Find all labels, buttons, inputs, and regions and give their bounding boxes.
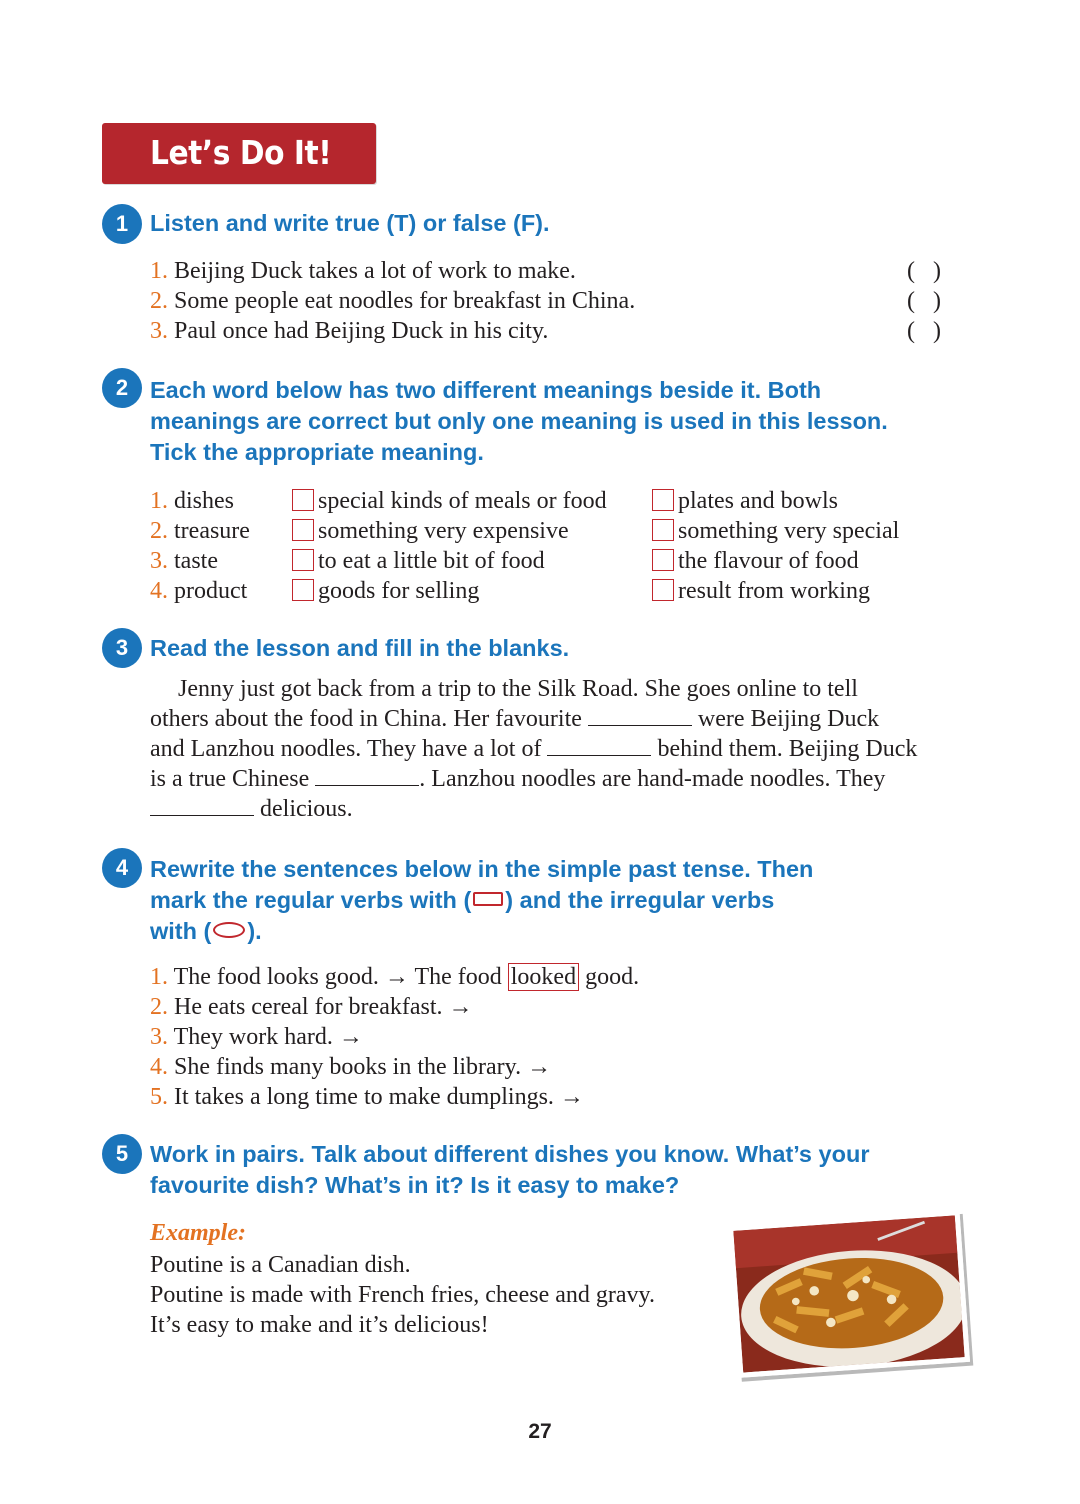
fill-blank[interactable]: [588, 704, 692, 726]
meaning-option[interactable]: result from working: [652, 576, 870, 606]
checkbox[interactable]: [292, 549, 314, 571]
rewrite-item: 5. It takes a long time to make dumplings. →: [150, 1084, 584, 1110]
section-number-3: 3: [102, 628, 142, 668]
fill-in-paragraph: Jenny just got back from a trip to the Silk Road. She goes online to tell others about the food in China. Her favourite were Beijing Duck and Lanzhou noodles. They have a lot of behind them. Beijing Duck is a true Chinese . Lanzhou noodles are hand-made noodles. They delicious.: [150, 676, 918, 822]
example-line: Poutine is a Canadian dish.: [150, 1252, 411, 1278]
checkbox[interactable]: [652, 489, 674, 511]
poutine-photo: [728, 1210, 970, 1378]
page-number: 27: [528, 1420, 552, 1443]
meaning-option[interactable]: plates and bowls: [652, 486, 838, 516]
tf-item: 3. Paul once had Beijing Duck in his city.: [150, 318, 549, 344]
section-1-heading: Listen and write true (T) or false (F).: [150, 210, 550, 236]
tf-answer-blank[interactable]: ( ): [907, 258, 941, 284]
rectangle-mark-icon: [473, 892, 503, 906]
fill-blank[interactable]: [315, 764, 419, 786]
checkbox[interactable]: [292, 579, 314, 601]
word-item: 4. product: [150, 578, 248, 604]
section-number-2: 2: [102, 368, 142, 408]
fill-blank[interactable]: [547, 734, 651, 756]
word-item: 2. treasure: [150, 518, 250, 544]
section-number-1: 1: [102, 204, 142, 244]
meaning-option[interactable]: special kinds of meals or food: [292, 486, 607, 516]
example-line: Poutine is made with French fries, cheese and gravy.: [150, 1282, 655, 1308]
meaning-option[interactable]: goods for selling: [292, 576, 479, 606]
checkbox[interactable]: [652, 519, 674, 541]
tf-item: 1. Beijing Duck takes a lot of work to make.: [150, 258, 576, 284]
rewrite-item: 3. They work hard. →: [150, 1024, 363, 1050]
tf-answer-blank[interactable]: ( ): [907, 288, 941, 314]
section-2-heading: Each word below has two different meanings beside it. Both meanings are correct but only one meaning is used in this lesson. Tick the appropriate meaning.: [150, 377, 888, 465]
tf-item: 2. Some people eat noodles for breakfast in China.: [150, 288, 636, 314]
example-line: It’s easy to make and it’s delicious!: [150, 1312, 489, 1338]
meaning-option[interactable]: to eat a little bit of food: [292, 546, 545, 576]
word-item: 1. dishes: [150, 488, 234, 514]
banner-title: Let’s Do It!: [150, 133, 332, 172]
word-item: 3. taste: [150, 548, 218, 574]
checkbox[interactable]: [292, 489, 314, 511]
section-number-5: 5: [102, 1134, 142, 1174]
fill-blank[interactable]: [150, 794, 254, 816]
section-3-heading: Read the lesson and fill in the blanks.: [150, 635, 570, 661]
section-5-heading: Work in pairs. Talk about different dishes you know. What’s your favourite dish? What’s in it? Is it easy to make?: [150, 1141, 870, 1198]
section-number-4: 4: [102, 848, 142, 888]
section-4-heading: Rewrite the sentences below in the simple past tense. Then mark the regular verbs with ( ) and the irregular verbs with ( ).: [150, 856, 814, 944]
meaning-option[interactable]: something very special: [652, 516, 899, 546]
checkbox[interactable]: [652, 549, 674, 571]
regular-verb-box: looked: [508, 963, 579, 991]
checkbox[interactable]: [652, 579, 674, 601]
meaning-option[interactable]: something very expensive: [292, 516, 569, 546]
oval-mark-icon: [213, 922, 245, 938]
section-banner: [102, 123, 376, 184]
example-label: Example:: [150, 1220, 246, 1246]
tf-answer-blank[interactable]: ( ): [907, 318, 941, 344]
checkbox[interactable]: [292, 519, 314, 541]
rewrite-item: 1. The food looks good. → The food looked good.: [150, 964, 640, 990]
rewrite-item: 2. He eats cereal for breakfast. →: [150, 994, 473, 1020]
rewrite-item: 4. She finds many books in the library. →: [150, 1054, 552, 1080]
meaning-option[interactable]: the flavour of food: [652, 546, 859, 576]
